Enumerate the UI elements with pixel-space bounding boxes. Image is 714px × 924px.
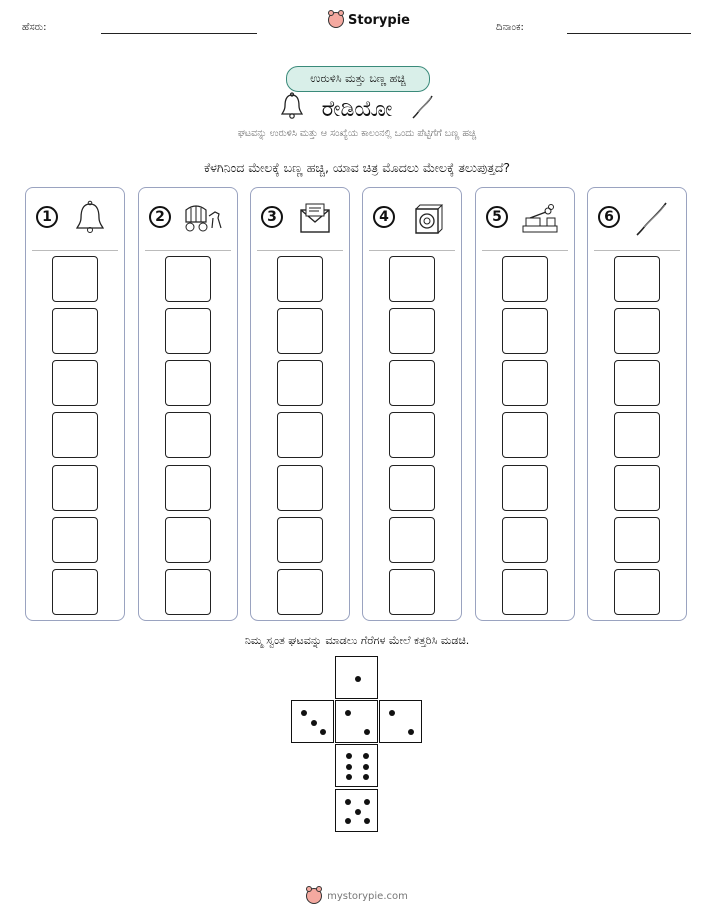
color-box[interactable] bbox=[52, 360, 98, 406]
bear-logo-icon bbox=[328, 12, 344, 28]
column-divider bbox=[482, 250, 568, 251]
dice-pip bbox=[311, 720, 317, 726]
color-box[interactable] bbox=[502, 360, 548, 406]
color-box[interactable] bbox=[614, 412, 660, 458]
color-box[interactable] bbox=[502, 308, 548, 354]
color-box[interactable] bbox=[389, 517, 435, 563]
color-box[interactable] bbox=[389, 465, 435, 511]
dice-pip bbox=[355, 809, 361, 815]
dice-pip bbox=[320, 729, 326, 735]
dice-pip bbox=[301, 710, 307, 716]
dice-face-5[interactable] bbox=[335, 789, 378, 832]
dice-pip bbox=[408, 729, 414, 735]
column-divider bbox=[257, 250, 343, 251]
color-box[interactable] bbox=[277, 517, 323, 563]
dice-face-2[interactable] bbox=[335, 700, 378, 743]
dice-face-2[interactable] bbox=[379, 700, 422, 743]
color-box[interactable] bbox=[614, 360, 660, 406]
color-box[interactable] bbox=[502, 569, 548, 615]
column-number: 6 bbox=[598, 206, 620, 228]
dice-pip bbox=[355, 676, 361, 682]
column-divider bbox=[369, 250, 455, 251]
wire-icon bbox=[411, 94, 435, 120]
color-box[interactable] bbox=[389, 569, 435, 615]
wagon-icon bbox=[183, 200, 223, 236]
column-number: 2 bbox=[149, 206, 171, 228]
column-divider bbox=[594, 250, 680, 251]
color-box[interactable] bbox=[165, 465, 211, 511]
column-number: 1 bbox=[36, 206, 58, 228]
color-box[interactable] bbox=[502, 256, 548, 302]
envelope-icon bbox=[295, 200, 335, 236]
color-box[interactable] bbox=[165, 256, 211, 302]
column-divider bbox=[32, 250, 118, 251]
dice-pip bbox=[364, 818, 370, 824]
color-box[interactable] bbox=[502, 465, 548, 511]
color-box[interactable] bbox=[502, 517, 548, 563]
footer-bear-icon bbox=[306, 888, 322, 904]
column-number: 5 bbox=[486, 206, 508, 228]
dice-face-3[interactable] bbox=[291, 700, 334, 743]
color-box[interactable] bbox=[502, 412, 548, 458]
dice-pip bbox=[364, 799, 370, 805]
color-box[interactable] bbox=[389, 360, 435, 406]
column-5 bbox=[475, 187, 575, 621]
footer-url[interactable]: mystorypie.com bbox=[327, 890, 408, 902]
activity-pill: ಉರುಳಿಸಿ ಮತ್ತು ಬಣ್ಣ ಹಚ್ಚಿ bbox=[286, 66, 430, 92]
brand-logo bbox=[328, 12, 410, 28]
color-box[interactable] bbox=[165, 517, 211, 563]
color-box[interactable] bbox=[614, 517, 660, 563]
color-box[interactable] bbox=[52, 517, 98, 563]
dice-pip bbox=[346, 764, 352, 770]
dice-face-6[interactable] bbox=[335, 744, 378, 787]
brand-text: Storypie bbox=[348, 12, 410, 28]
speaker-icon bbox=[407, 200, 447, 236]
bell-icon bbox=[279, 92, 305, 120]
page-title bbox=[0, 92, 714, 122]
column-number: 4 bbox=[373, 206, 395, 228]
dice-face-1[interactable] bbox=[335, 656, 378, 699]
color-box[interactable] bbox=[614, 256, 660, 302]
wire-icon bbox=[632, 200, 672, 236]
color-box[interactable] bbox=[389, 308, 435, 354]
date-label: ದಿನಾಂಕ: bbox=[496, 22, 524, 33]
dice-pip bbox=[346, 774, 352, 780]
color-box[interactable] bbox=[52, 569, 98, 615]
color-box[interactable] bbox=[277, 465, 323, 511]
color-box[interactable] bbox=[277, 412, 323, 458]
color-box[interactable] bbox=[614, 465, 660, 511]
dice-pip bbox=[345, 799, 351, 805]
dice-pip bbox=[363, 774, 369, 780]
color-box[interactable] bbox=[165, 308, 211, 354]
name-line[interactable] bbox=[101, 33, 257, 34]
telegraph-icon bbox=[520, 200, 560, 236]
dice-pip bbox=[389, 710, 395, 716]
color-box[interactable] bbox=[52, 256, 98, 302]
color-box[interactable] bbox=[277, 569, 323, 615]
color-box[interactable] bbox=[52, 308, 98, 354]
color-box[interactable] bbox=[52, 412, 98, 458]
column-4 bbox=[362, 187, 462, 621]
dice-pip bbox=[363, 764, 369, 770]
bell-icon bbox=[70, 200, 110, 236]
color-box[interactable] bbox=[389, 412, 435, 458]
color-box[interactable] bbox=[165, 412, 211, 458]
column-divider bbox=[145, 250, 231, 251]
question: ಕೆಳಗಿನಿಂದ ಮೇಲಕ್ಕೆ ಬಣ್ಣ ಹಚ್ಚಿ, ಯಾವ ಚಿತ್ರ ಮೊದಲು ಮೇಲಕ್ಕೆ ತಲುಪುತ್ತದೆ? bbox=[203, 160, 511, 175]
color-box[interactable] bbox=[277, 308, 323, 354]
color-box[interactable] bbox=[277, 256, 323, 302]
dice-pip bbox=[345, 818, 351, 824]
column-2 bbox=[138, 187, 238, 621]
column-3 bbox=[250, 187, 350, 621]
footer bbox=[0, 888, 714, 904]
dice-pip bbox=[345, 710, 351, 716]
dice-pip bbox=[346, 753, 352, 759]
color-box[interactable] bbox=[614, 569, 660, 615]
color-box[interactable] bbox=[277, 360, 323, 406]
color-box[interactable] bbox=[165, 360, 211, 406]
color-box[interactable] bbox=[165, 569, 211, 615]
dice-instruction: ನಿಮ್ಮ ಸ್ವಂತ ಘಟವನ್ನು ಮಾಡಲು ಗೆರೆಗಳ ಮೇಲೆ ಕತ್ತರಿಸಿ ಮಡಚಿ. bbox=[244, 634, 470, 647]
dice-pip bbox=[363, 753, 369, 759]
title-text: ರೇಡಿಯೋ bbox=[321, 97, 393, 122]
color-box[interactable] bbox=[52, 465, 98, 511]
date-line[interactable] bbox=[567, 33, 691, 34]
column-6 bbox=[587, 187, 687, 621]
color-box[interactable] bbox=[614, 308, 660, 354]
subtitle: ಘಟವನ್ನು ಉರುಳಿಸಿ ಮತ್ತು ಆ ಸಂಖ್ಯೆಯ ಕಾಲಂನಲ್ಲಿ ಒಂದು ಪೆಟ್ಟಿಗೆಗೆ ಬಣ್ಣ ಹಚ್ಚಿ bbox=[237, 128, 477, 139]
color-box[interactable] bbox=[389, 256, 435, 302]
dice-pip bbox=[364, 729, 370, 735]
column-1 bbox=[25, 187, 125, 621]
name-label: ಹೆಸರು: bbox=[22, 22, 47, 33]
column-number: 3 bbox=[261, 206, 283, 228]
